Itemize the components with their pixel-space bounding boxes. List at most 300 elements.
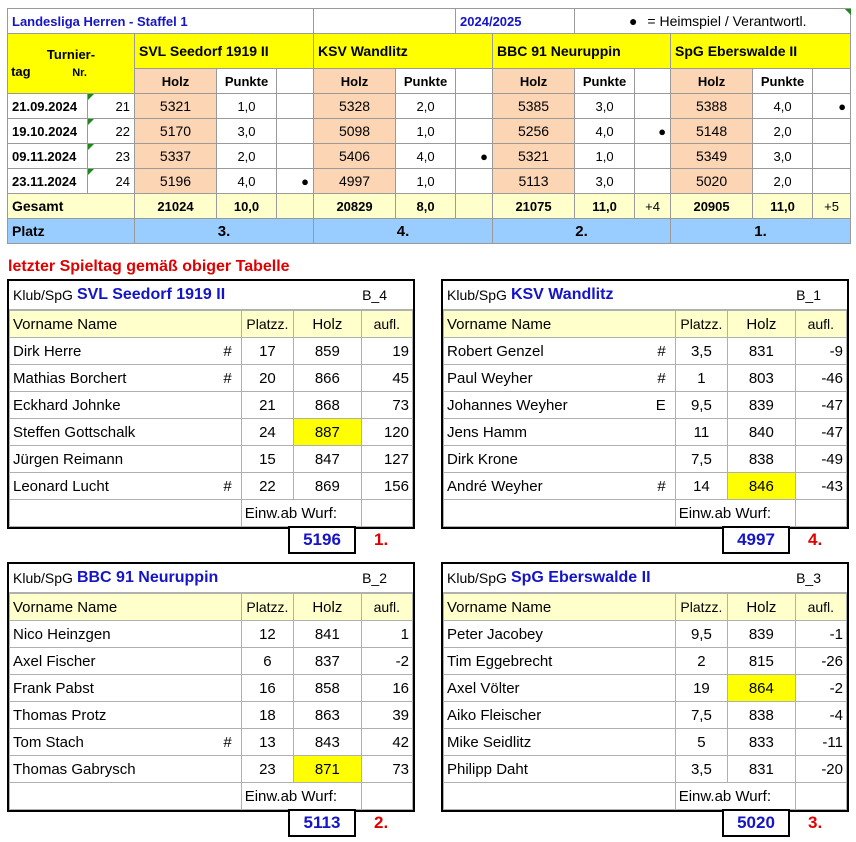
- player-holz: 859: [294, 338, 362, 365]
- player-row: [444, 473, 847, 500]
- player-cell: [444, 648, 676, 675]
- club-rank: 1.: [374, 530, 389, 549]
- platzz-header: Platzz.: [241, 311, 293, 338]
- name-header: Vorname Name: [10, 594, 242, 621]
- player-aufl: 73: [361, 392, 412, 419]
- tiebreak-value: +4: [635, 194, 671, 219]
- player-name: André Weyher: [447, 477, 543, 495]
- player-name: Philipp Daht: [447, 760, 528, 778]
- player-aufl: 16: [361, 675, 412, 702]
- platz-row: [8, 219, 851, 244]
- holz-header: Holz: [493, 69, 575, 94]
- player-row: [10, 392, 413, 419]
- lineup-table: [443, 310, 847, 527]
- player-row: [444, 392, 847, 419]
- holz-value: 5406: [314, 144, 396, 169]
- player-platz: 9,5: [675, 392, 727, 419]
- player-holz: 864: [728, 675, 796, 702]
- player-holz: 831: [728, 338, 796, 365]
- home-dot-icon: [277, 144, 314, 169]
- player-row: [444, 338, 847, 365]
- name-header: Vorname Name: [10, 311, 242, 338]
- club-lineup-box: [441, 279, 849, 529]
- player-aufl: 120: [361, 419, 412, 446]
- match-date: 19.10.2024: [8, 119, 88, 144]
- player-platz: 3,5: [675, 756, 727, 783]
- holz-header: Holz: [294, 311, 362, 338]
- player-name: Frank Pabst: [13, 679, 94, 697]
- player-row: [10, 419, 413, 446]
- club-name: SVL Seedorf 1919 II: [76, 286, 226, 303]
- player-aufl: 127: [361, 446, 412, 473]
- gesamt-punkte: 11,0: [753, 194, 813, 219]
- player-holz: 846: [728, 473, 796, 500]
- player-aufl: 19: [361, 338, 412, 365]
- holz-value: 5170: [135, 119, 217, 144]
- player-name: Johannes Weyher: [447, 396, 568, 414]
- club-header: [443, 281, 847, 310]
- gesamt-holz: 21024: [135, 194, 217, 219]
- player-cell: [444, 365, 676, 392]
- player-mark: #: [657, 342, 666, 360]
- punkte-value: 2,0: [396, 94, 456, 119]
- player-holz: 839: [728, 621, 796, 648]
- punkte-value: 4,0: [396, 144, 456, 169]
- gesamt-holz: 20829: [314, 194, 396, 219]
- club-code: B_3: [796, 570, 821, 586]
- home-dot-icon: ●: [456, 144, 493, 169]
- lineup-table: [9, 310, 413, 527]
- player-holz: 837: [294, 648, 362, 675]
- club-total: 5196: [288, 526, 356, 554]
- player-mark: #: [223, 369, 232, 387]
- club-header: [9, 281, 413, 310]
- player-holz: 839: [728, 392, 796, 419]
- holz-header: Holz: [728, 594, 796, 621]
- player-name: Dirk Krone: [447, 450, 518, 468]
- einw-label: Einw.ab Wurf:: [241, 783, 361, 810]
- match-date: 23.11.2024: [8, 169, 88, 194]
- subheader-row: [8, 69, 851, 94]
- player-aufl: -9: [795, 338, 846, 365]
- player-platz: 20: [241, 365, 293, 392]
- holz-value: 5385: [493, 94, 575, 119]
- player-row: [444, 702, 847, 729]
- player-holz: 869: [294, 473, 362, 500]
- holz-value: 5113: [493, 169, 575, 194]
- player-platz: 22: [241, 473, 293, 500]
- player-platz: 1: [675, 365, 727, 392]
- home-dot-icon: ●: [635, 119, 671, 144]
- club-lineup-box: [441, 562, 849, 812]
- player-cell: [444, 675, 676, 702]
- holz-value: 5256: [493, 119, 575, 144]
- player-mark: #: [223, 342, 232, 360]
- aufl-header: aufl.: [795, 594, 846, 621]
- player-platz: 7,5: [675, 446, 727, 473]
- player-holz: 847: [294, 446, 362, 473]
- holz-value: 5388: [671, 94, 753, 119]
- player-row: [10, 702, 413, 729]
- match-nr: 22: [88, 119, 135, 144]
- gesamt-label: Gesamt: [8, 194, 135, 219]
- club-name: SpG Eberswalde II: [510, 569, 651, 586]
- match-nr: 24: [88, 169, 135, 194]
- holz-header: Holz: [314, 69, 396, 94]
- player-cell: [444, 621, 676, 648]
- home-dot-icon: [813, 144, 851, 169]
- club-rank: 2.: [374, 813, 389, 832]
- player-cell: [10, 702, 242, 729]
- player-mark: #: [223, 477, 232, 495]
- player-cell: [444, 729, 676, 756]
- player-aufl: -4: [795, 702, 846, 729]
- player-holz: 840: [728, 419, 796, 446]
- punkte-header: Punkte: [753, 69, 813, 94]
- player-name: Jens Hamm: [447, 423, 528, 441]
- gesamt-holz: 21075: [493, 194, 575, 219]
- club-lineup-box: [7, 279, 415, 529]
- platz-label: Platz: [8, 219, 135, 244]
- home-dot-icon: [635, 169, 671, 194]
- player-holz: 887: [294, 419, 362, 446]
- holz-value: 5337: [135, 144, 217, 169]
- player-platz: 24: [241, 419, 293, 446]
- player-name: Nico Heinzgen: [13, 625, 111, 643]
- team-name-2: KSV Wandlitz: [314, 34, 493, 69]
- standings-table: [7, 8, 851, 244]
- player-platz: 17: [241, 338, 293, 365]
- player-row: [10, 621, 413, 648]
- player-aufl: -47: [795, 419, 846, 446]
- aufl-header: aufl.: [361, 311, 412, 338]
- home-dot-icon: [813, 169, 851, 194]
- club-total: 5113: [288, 809, 356, 837]
- punkte-value: 4,0: [753, 94, 813, 119]
- player-cell: [10, 675, 242, 702]
- tiebreak-value: +5: [813, 194, 851, 219]
- title-row: [8, 9, 851, 34]
- aufl-header: aufl.: [361, 594, 412, 621]
- punkte-value: 4,0: [217, 169, 277, 194]
- player-platz: 7,5: [675, 702, 727, 729]
- player-row: [444, 621, 847, 648]
- player-row: [10, 729, 413, 756]
- einw-label: Einw.ab Wurf:: [675, 500, 795, 527]
- klub-label: Klub/SpG: [13, 570, 73, 586]
- player-name: Leonard Lucht: [13, 477, 109, 495]
- gesamt-punkte: 8,0: [396, 194, 456, 219]
- gesamt-row: [8, 194, 851, 219]
- player-platz: 14: [675, 473, 727, 500]
- team-name-3: BBC 91 Neuruppin: [493, 34, 671, 69]
- punkte-value: 2,0: [753, 119, 813, 144]
- holz-value: 5020: [671, 169, 753, 194]
- klub-label: Klub/SpG: [13, 287, 73, 303]
- player-platz: 2: [675, 648, 727, 675]
- player-cell: [10, 648, 242, 675]
- klub-label: Klub/SpG: [447, 287, 507, 303]
- home-dot-icon: [635, 144, 671, 169]
- holz-header: Holz: [728, 311, 796, 338]
- player-holz: 858: [294, 675, 362, 702]
- punkte-value: 3,0: [753, 144, 813, 169]
- punkte-value: 1,0: [575, 144, 635, 169]
- club-name: KSV Wandlitz: [510, 286, 614, 303]
- holz-header: Holz: [135, 69, 217, 94]
- player-name: Dirk Herre: [13, 342, 82, 360]
- player-holz: 841: [294, 621, 362, 648]
- player-name: Jürgen Reimann: [13, 450, 124, 468]
- platz-value: 3.: [135, 219, 314, 244]
- holz-value: 5349: [671, 144, 753, 169]
- club-name: BBC 91 Neuruppin: [76, 569, 219, 586]
- holz-value: 5328: [314, 94, 396, 119]
- punkte-value: 4,0: [575, 119, 635, 144]
- punkte-value: 1,0: [396, 119, 456, 144]
- player-holz: 838: [728, 702, 796, 729]
- player-holz: 815: [728, 648, 796, 675]
- player-row: [444, 419, 847, 446]
- player-cell: [444, 392, 676, 419]
- match-row: [8, 119, 851, 144]
- klub-label: Klub/SpG: [447, 570, 507, 586]
- home-dot-icon: [813, 119, 851, 144]
- platzz-header: Platzz.: [675, 594, 727, 621]
- holz-value: 5148: [671, 119, 753, 144]
- player-platz: 19: [675, 675, 727, 702]
- home-dot-icon: [635, 94, 671, 119]
- punkte-value: 3,0: [217, 119, 277, 144]
- player-platz: 9,5: [675, 621, 727, 648]
- player-aufl: 39: [361, 702, 412, 729]
- home-dot-icon: ●: [277, 169, 314, 194]
- platz-value: 2.: [493, 219, 671, 244]
- team-name-1: SVL Seedorf 1919 II: [135, 34, 314, 69]
- player-holz: 831: [728, 756, 796, 783]
- player-cell: [10, 365, 242, 392]
- player-cell: [444, 756, 676, 783]
- player-name: Peter Jacobey: [447, 625, 543, 643]
- holz-value: 4997: [314, 169, 396, 194]
- home-dot-icon: [277, 94, 314, 119]
- player-name: Robert Genzel: [447, 342, 544, 360]
- player-name: Axel Fischer: [13, 652, 96, 670]
- punkte-value: 1,0: [396, 169, 456, 194]
- player-platz: 18: [241, 702, 293, 729]
- player-aufl: 42: [361, 729, 412, 756]
- player-aufl: -43: [795, 473, 846, 500]
- player-holz: 868: [294, 392, 362, 419]
- player-name: Paul Weyher: [447, 369, 533, 387]
- match-row: [8, 144, 851, 169]
- player-name: Eckhard Johnke: [13, 396, 121, 414]
- player-mark: #: [657, 369, 666, 387]
- einw-label: Einw.ab Wurf:: [675, 783, 795, 810]
- punkte-header: Punkte: [396, 69, 456, 94]
- player-platz: 13: [241, 729, 293, 756]
- player-platz: 6: [241, 648, 293, 675]
- player-platz: 12: [241, 621, 293, 648]
- player-row: [444, 648, 847, 675]
- player-cell: [10, 446, 242, 473]
- match-nr: 23: [88, 144, 135, 169]
- season-label: 2024/2025: [456, 9, 575, 34]
- player-row: [10, 446, 413, 473]
- club-total: 5020: [722, 809, 790, 837]
- gesamt-holz: 20905: [671, 194, 753, 219]
- turniertag-header: Turnier- tag Nr.: [8, 34, 135, 94]
- player-mark: #: [223, 733, 232, 751]
- player-name: Axel Völter: [447, 679, 520, 697]
- player-cell: [444, 338, 676, 365]
- player-name: Mathias Borchert: [13, 369, 127, 387]
- player-name: Aiko Fleischer: [447, 706, 542, 724]
- club-lineup-box: [7, 562, 415, 812]
- player-platz: 15: [241, 446, 293, 473]
- player-cell: [10, 729, 242, 756]
- player-platz: 3,5: [675, 338, 727, 365]
- player-aufl: 73: [361, 756, 412, 783]
- holz-header: Holz: [294, 594, 362, 621]
- club-header: [9, 564, 413, 593]
- player-platz: 23: [241, 756, 293, 783]
- player-aufl: -11: [795, 729, 846, 756]
- name-header: Vorname Name: [444, 594, 676, 621]
- club-code: B_2: [362, 570, 387, 586]
- player-holz: 838: [728, 446, 796, 473]
- player-cell: [10, 419, 242, 446]
- player-aufl: -2: [361, 648, 412, 675]
- home-dot-icon: [456, 119, 493, 144]
- player-row: [444, 756, 847, 783]
- player-holz: 843: [294, 729, 362, 756]
- home-dot-icon: [277, 119, 314, 144]
- club-code: B_1: [796, 287, 821, 303]
- player-cell: [10, 621, 242, 648]
- team-header-row: [8, 34, 851, 69]
- gesamt-punkte: 10,0: [217, 194, 277, 219]
- player-holz: 863: [294, 702, 362, 729]
- match-row: [8, 94, 851, 119]
- lineup-table: [9, 593, 413, 810]
- player-cell: [444, 702, 676, 729]
- player-aufl: -2: [795, 675, 846, 702]
- player-aufl: 45: [361, 365, 412, 392]
- holz-value: 5321: [493, 144, 575, 169]
- player-mark: E: [655, 396, 666, 414]
- player-row: [10, 473, 413, 500]
- player-name: Mike Seidlitz: [447, 733, 532, 751]
- player-name: Thomas Gabrysch: [13, 760, 136, 778]
- player-aufl: -49: [795, 446, 846, 473]
- player-row: [444, 446, 847, 473]
- player-cell: [444, 446, 676, 473]
- league-title: Landesliga Herren - Staffel 1: [8, 9, 314, 34]
- player-aufl: 1: [361, 621, 412, 648]
- holz-value: 5196: [135, 169, 217, 194]
- player-holz: 866: [294, 365, 362, 392]
- home-dot-icon: [456, 169, 493, 194]
- legend: ● = Heimspiel / Verantwortl.: [575, 9, 851, 34]
- player-row: [10, 756, 413, 783]
- platzz-header: Platzz.: [675, 311, 727, 338]
- player-aufl: -26: [795, 648, 846, 675]
- player-row: [10, 365, 413, 392]
- holz-value: 5321: [135, 94, 217, 119]
- club-rank: 4.: [808, 530, 823, 549]
- player-cell: [444, 419, 676, 446]
- home-dot-icon: ●: [813, 94, 851, 119]
- player-platz: 21: [241, 392, 293, 419]
- club-total: 4997: [722, 526, 790, 554]
- player-cell: [10, 473, 242, 500]
- home-dot-icon: [456, 94, 493, 119]
- player-row: [444, 675, 847, 702]
- player-name: Thomas Protz: [13, 706, 107, 724]
- einw-label: Einw.ab Wurf:: [241, 500, 361, 527]
- player-holz: 833: [728, 729, 796, 756]
- player-platz: 5: [675, 729, 727, 756]
- player-aufl: -46: [795, 365, 846, 392]
- player-platz: 16: [241, 675, 293, 702]
- holz-value: 5098: [314, 119, 396, 144]
- punkte-value: 2,0: [753, 169, 813, 194]
- platz-value: 1.: [671, 219, 851, 244]
- player-aufl: 156: [361, 473, 412, 500]
- player-platz: 11: [675, 419, 727, 446]
- punkte-header: Punkte: [575, 69, 635, 94]
- name-header: Vorname Name: [444, 311, 676, 338]
- player-cell: [10, 756, 242, 783]
- player-holz: 803: [728, 365, 796, 392]
- player-mark: #: [657, 477, 666, 495]
- player-name: Tim Eggebrecht: [447, 652, 553, 670]
- match-row: [8, 169, 851, 194]
- match-date: 09.11.2024: [8, 144, 88, 169]
- punkte-value: 1,0: [217, 94, 277, 119]
- player-cell: [444, 473, 676, 500]
- player-row: [10, 675, 413, 702]
- player-name: Steffen Gottschalk: [13, 423, 136, 441]
- club-code: B_4: [362, 287, 387, 303]
- club-header: [443, 564, 847, 593]
- gesamt-punkte: 11,0: [575, 194, 635, 219]
- player-aufl: -1: [795, 621, 846, 648]
- player-aufl: -47: [795, 392, 846, 419]
- team-name-4: SpG Eberswalde II: [671, 34, 851, 69]
- player-row: [444, 729, 847, 756]
- home-dot-icon: ●: [629, 13, 638, 29]
- player-cell: [10, 338, 242, 365]
- platz-value: 4.: [314, 219, 493, 244]
- player-row: [10, 648, 413, 675]
- match-date: 21.09.2024: [8, 94, 88, 119]
- last-matchday-title: letzter Spieltag gemäß obiger Tabelle: [8, 258, 290, 275]
- match-nr: 21: [88, 94, 135, 119]
- aufl-header: aufl.: [795, 311, 846, 338]
- player-holz: 871: [294, 756, 362, 783]
- punkte-value: 3,0: [575, 169, 635, 194]
- player-cell: [10, 392, 242, 419]
- platzz-header: Platzz.: [241, 594, 293, 621]
- punkte-header: Punkte: [217, 69, 277, 94]
- holz-header: Holz: [671, 69, 753, 94]
- punkte-value: 2,0: [217, 144, 277, 169]
- player-row: [444, 365, 847, 392]
- player-row: [10, 338, 413, 365]
- lineup-table: [443, 593, 847, 810]
